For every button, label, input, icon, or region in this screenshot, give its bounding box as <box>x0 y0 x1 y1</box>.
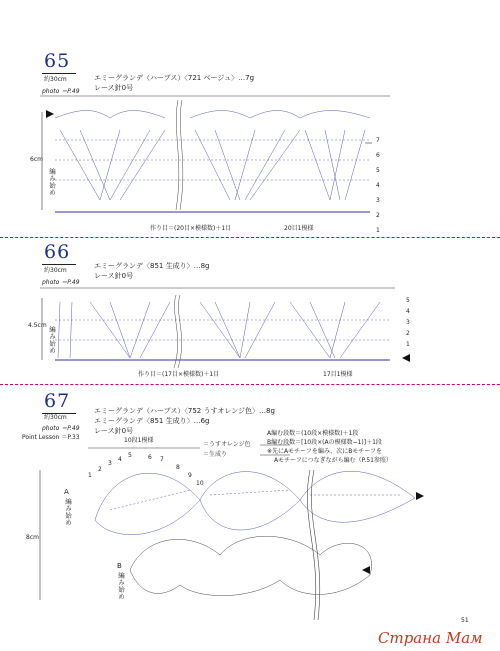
point-lesson-page: P.33 <box>67 434 80 441</box>
photo-ref: photo ＝P.49 <box>42 88 80 95</box>
base-label: 作り目＝(20目×模様数)＋1目 <box>150 225 232 232</box>
chart-number: 2 <box>98 466 102 473</box>
photo-page: P.49 <box>67 279 80 286</box>
motif-b-start: 編み始め <box>117 572 125 600</box>
section-divider <box>0 384 500 385</box>
chart-number: 5 <box>128 452 132 459</box>
crochet-chart-66 <box>0 240 500 380</box>
crochet-chart-65 <box>0 0 500 240</box>
chart-number: 3 <box>108 460 112 467</box>
row-number: 7 <box>376 137 380 144</box>
photo-label: photo <box>42 88 60 95</box>
point-lesson-label: Point Lesson <box>22 434 60 441</box>
yarn-line: エミーグランデ（ハーブス）〈721 ベージュ〉…7g <box>94 74 255 82</box>
note-line: ※先にAモチーフを編み、次にBモチーフを <box>267 448 383 455</box>
chart-number: 9 <box>188 472 192 479</box>
row-number: 4 <box>376 182 380 189</box>
note-b: B編む段数＝[10段×(Aの模様数−1)]＋1段 <box>267 439 382 446</box>
motif-a-start: 編み始め <box>64 498 72 526</box>
chart-number: 8 <box>176 464 180 471</box>
row-number-column <box>376 137 388 242</box>
start-label: 編み始め <box>48 326 56 354</box>
yarn-line: エミーグランデ（ハーブス）〈752 うすオレンジ色〉…8g <box>94 407 275 415</box>
height-label: 8cm <box>26 534 39 541</box>
legend-orange: ＝うすオレンジ色 <box>203 441 251 448</box>
repeat-label: 17目1模様 <box>323 371 353 378</box>
row-number: 4 <box>406 308 410 315</box>
photo-label: photo <box>42 279 60 286</box>
yarn-line: エミーグランデ〈851 生成り〉…8g <box>94 262 210 270</box>
photo-page: P.49 <box>67 425 80 432</box>
section-divider <box>0 237 500 238</box>
photo-label: photo <box>42 425 60 432</box>
row-number: 1 <box>406 341 410 348</box>
width-label: 約30cm <box>44 76 67 83</box>
photo-ref: photo ＝P.49 <box>42 279 80 286</box>
row-number: 3 <box>376 197 380 204</box>
row-number-column <box>406 297 418 352</box>
width-label: 約30cm <box>44 414 67 421</box>
row-number: 1 <box>376 227 380 234</box>
repeat-label: 20目1模様 <box>284 225 314 232</box>
height-label: 4.5cm <box>28 322 47 329</box>
point-lesson-ref: Point Lesson ＝P.33 <box>22 434 80 441</box>
motif-b-label: B <box>117 562 122 570</box>
chart-number: 6 <box>148 454 152 461</box>
pattern-number: 66 <box>44 241 71 263</box>
width-label: 約30cm <box>44 267 67 274</box>
row-number: 2 <box>376 212 380 219</box>
hook-line: レース針0号 <box>94 84 134 92</box>
row-number: 5 <box>376 167 380 174</box>
photo-ref: photo ＝P.49 <box>42 425 80 432</box>
hook-line: レース針0号 <box>94 427 134 435</box>
chart-number: 4 <box>118 456 122 463</box>
row-number: 2 <box>406 330 410 337</box>
legend-natural: ＝生成り <box>203 451 228 458</box>
hook-line: レース針0号 <box>94 272 134 280</box>
pattern-number: 65 <box>44 50 71 72</box>
base-label: 作り目＝(17目×模様数)＋1目 <box>138 371 220 378</box>
motif-a-label: A <box>64 488 69 496</box>
crochet-chart-67 <box>0 400 500 640</box>
chart-number: 1 <box>88 472 92 479</box>
start-label: 編み始め <box>48 168 56 196</box>
height-label: 6cm <box>30 156 43 163</box>
row-number: 3 <box>406 319 410 326</box>
note-line: Aモチーフにつなぎながら編む（P.51参照） <box>274 457 392 464</box>
chart-number: 7 <box>160 456 164 463</box>
repeat-label: 10段1模様 <box>124 437 154 444</box>
page-number: 51 <box>461 617 469 624</box>
row-number: 6 <box>376 152 380 159</box>
watermark: Страна Мам <box>378 629 483 647</box>
photo-page: P.49 <box>67 88 80 95</box>
note-a: A編む段数＝(10段×模様数)＋1段 <box>267 430 359 437</box>
yarn-line: エミーグランデ〈851 生成り〉…6g <box>94 417 210 425</box>
pattern-number: 67 <box>44 390 71 412</box>
chart-number: 10 <box>196 480 204 487</box>
row-number: 5 <box>406 297 410 304</box>
